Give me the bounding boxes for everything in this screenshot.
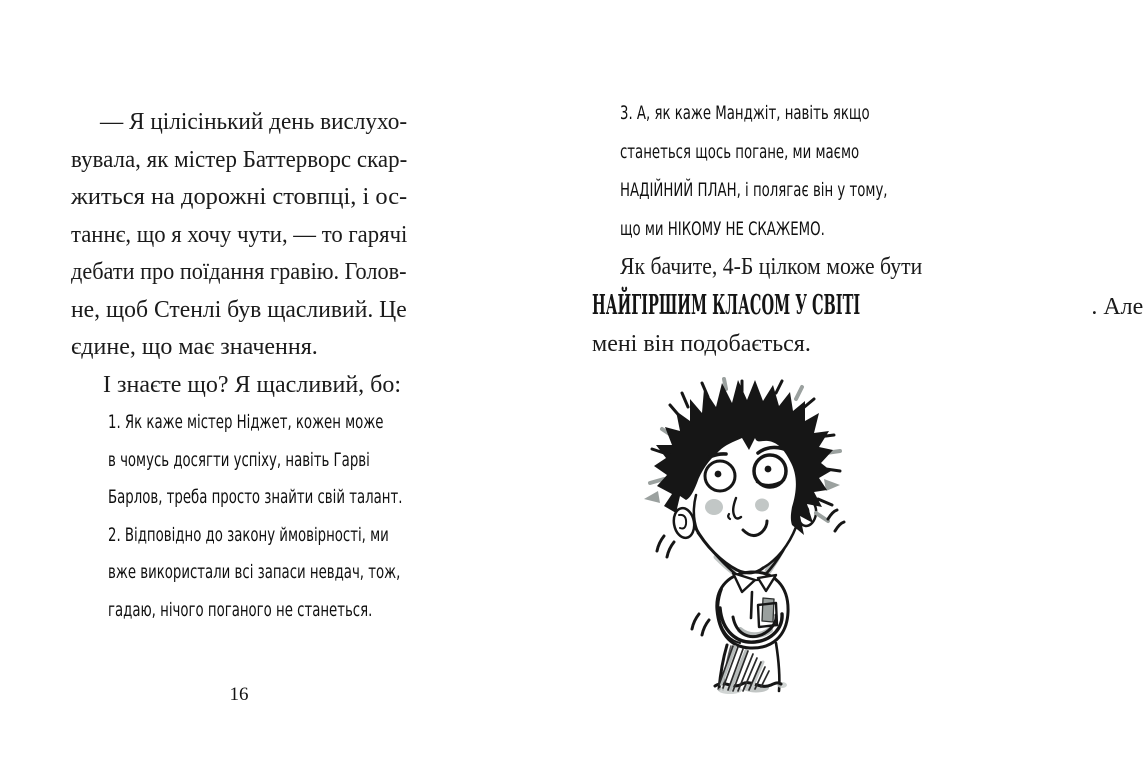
- closing-line2-rest: . Але: [1091, 293, 1143, 320]
- handwritten-line: вже використали всі запаси невдач, тож,: [108, 561, 401, 583]
- handwritten-line: в чомусь досягти успіху, навіть Гарві: [108, 448, 370, 471]
- handwritten-line: 2. Відповідно до закону ймовірності, ми: [108, 523, 389, 546]
- boy-illustration: [630, 379, 930, 709]
- paragraph-intro-list: [71, 367, 407, 405]
- left-pupil: [715, 471, 722, 478]
- text-line: таннє, що я хочу чути, — то гарячі: [71, 221, 408, 248]
- boy-body: [644, 379, 844, 694]
- text-line-display: [592, 287, 1143, 326]
- page-number: 16: [229, 684, 249, 705]
- text-line: дебати про поїдання гравію. Голов-: [71, 259, 407, 285]
- handwritten-list-items-1-2: [71, 404, 407, 629]
- handwritten-line: станеться щось погане, ми маємо: [620, 140, 860, 163]
- handwritten-line: Барлов, треба просто знайти свій талант.: [108, 486, 403, 508]
- text-line: Як бачите, 4-Б цілком може бути: [620, 254, 923, 280]
- text-line: вувала, як містер Баттерворс скар-: [71, 146, 408, 173]
- text-line: єдине, що має значення.: [71, 334, 318, 360]
- handwritten-line: НАДІЙНИЙ ПЛАН, і полягає він у тому,: [620, 179, 888, 201]
- text-line: — Я цілісінький день вислухо-: [100, 109, 408, 135]
- paragraph-narration: [71, 104, 407, 367]
- text-line: І знаєте що? Я щасливий, бо:: [103, 371, 402, 398]
- handwritten-list-item-3: [592, 94, 922, 248]
- page-right: [592, 94, 1143, 364]
- handwritten-line: 3. А, як каже Манджіт, навіть якщо: [620, 102, 870, 124]
- text-line: мені він подобається.: [592, 331, 811, 357]
- handwritten-line: що ми НІКОМУ НЕ СКАЖЕМО.: [620, 217, 825, 240]
- closing-paragraph: [592, 248, 1143, 364]
- handwritten-line: 1. Як каже містер Ніджет, кожен може: [108, 411, 384, 433]
- text-line: не, щоб Стенлі був щасливий. Це: [71, 296, 407, 323]
- text-line: житься на дорожні стовпці, і ос-: [71, 184, 408, 210]
- display-caps-phrase: НАЙГІРШИМ КЛАСОМ У СВІТІ: [592, 289, 861, 321]
- right-pupil: [765, 466, 772, 473]
- page-left: [71, 104, 407, 629]
- handwritten-line: гадаю, нічого поганого не станеться.: [108, 598, 373, 621]
